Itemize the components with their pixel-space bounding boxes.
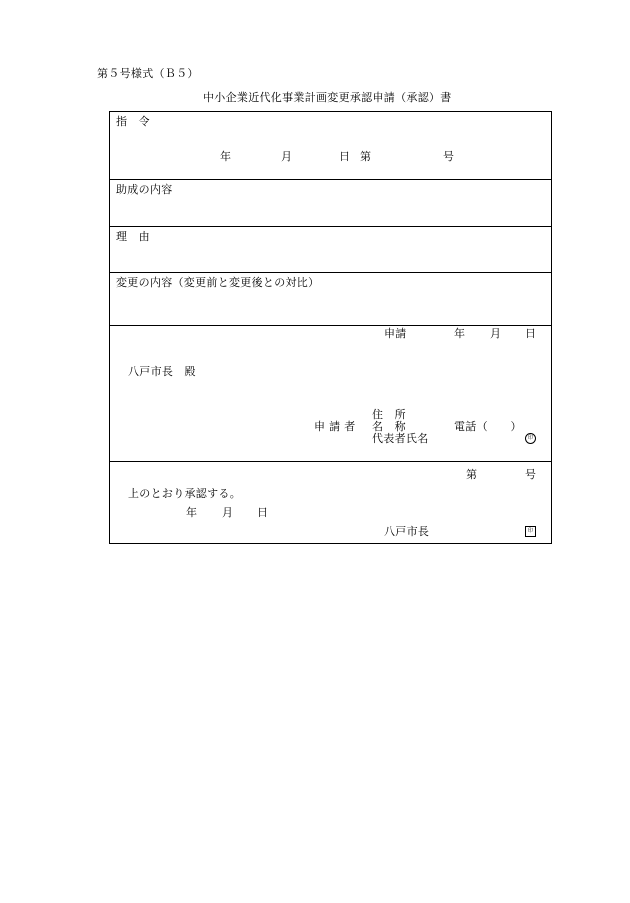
apply-day: 日 <box>525 327 537 340</box>
apply-year: 年 <box>454 327 466 340</box>
directive-year: 年 <box>220 150 232 163</box>
directive-number-suffix: 号 <box>443 150 455 163</box>
divider <box>109 272 552 273</box>
document-title: 中小企業近代化事業計画変更承認申請（承認）書 <box>203 91 452 104</box>
reason-label: 理 由 <box>116 230 150 243</box>
directive-label: 指 令 <box>116 115 150 128</box>
representative-label: 代表者氏名 <box>372 432 429 445</box>
divider <box>109 179 552 180</box>
applicant-label: 申 請 者 <box>314 420 356 433</box>
seal-icon: 印 <box>525 433 536 444</box>
approval-year: 年 <box>186 506 198 519</box>
approval-month: 月 <box>222 506 234 519</box>
directive-day: 日 <box>339 150 351 163</box>
addressee: 八戸市長 殿 <box>128 365 196 378</box>
approval-number-suffix: 号 <box>525 468 537 481</box>
directive-number-prefix: 第 <box>360 150 372 163</box>
official-seal-icon: 印 <box>525 526 536 537</box>
address-label: 住 所 <box>372 408 406 421</box>
subsidy-label: 助成の内容 <box>116 183 173 196</box>
apply-month: 月 <box>490 327 502 340</box>
form-table <box>109 111 552 544</box>
approval-number-prefix: 第 <box>466 468 478 481</box>
phone-label: 電話（ ） <box>454 420 522 433</box>
name-label: 名 称 <box>372 420 406 433</box>
approval-mayor: 八戸市長 <box>384 525 430 538</box>
divider <box>109 461 552 462</box>
form-number: 第５号様式（Ｂ５） <box>97 67 199 80</box>
change-label: 変更の内容（変更前と変更後との対比） <box>116 276 320 289</box>
directive-month: 月 <box>281 150 293 163</box>
approval-statement: 上のとおり承認する。 <box>128 487 241 500</box>
divider <box>109 226 552 227</box>
approval-day: 日 <box>257 506 269 519</box>
apply-label: 申請 <box>384 327 407 340</box>
divider <box>109 325 552 326</box>
